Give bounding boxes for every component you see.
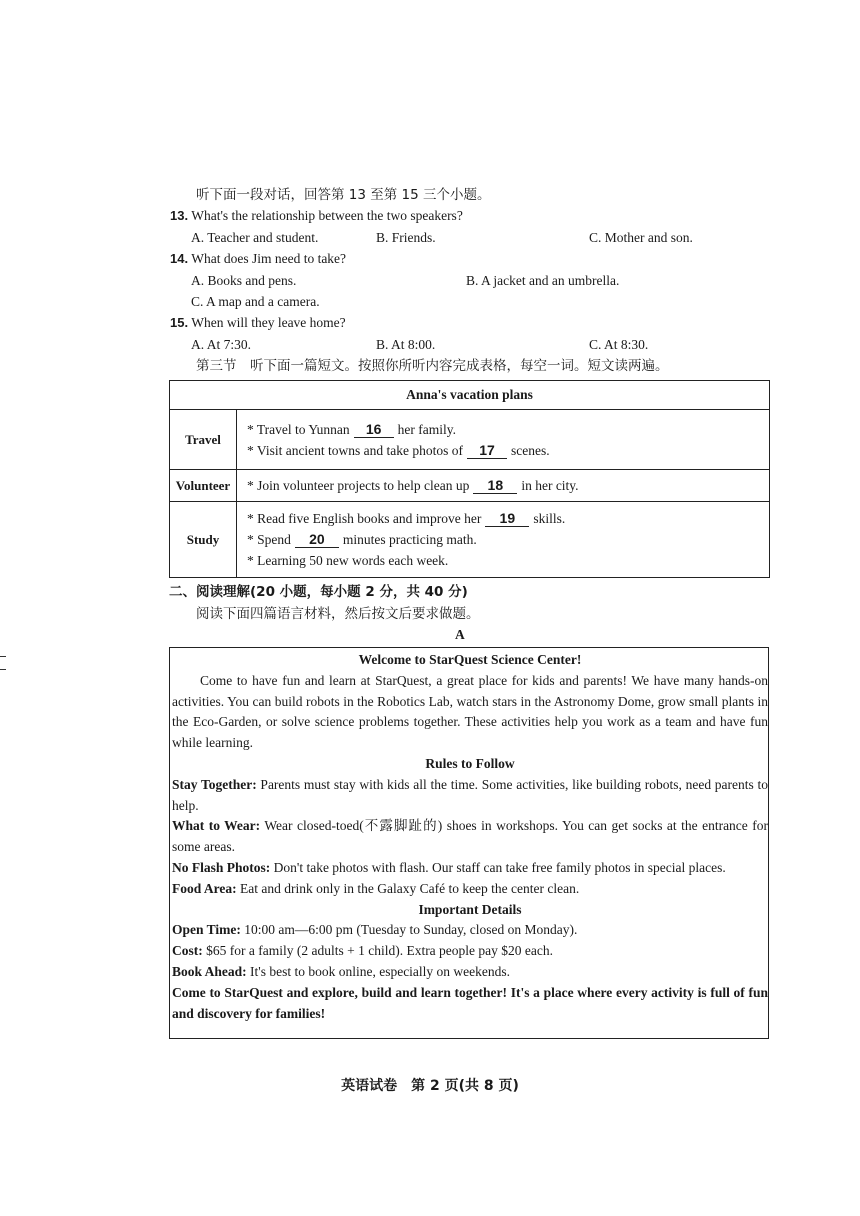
rules-heading: Rules to Follow bbox=[425, 755, 515, 771]
option-14c: C. A map and a camera. bbox=[191, 294, 320, 309]
rule-text: Wear closed-toed(不露脚趾的) shoes in workshops. You can get socks at the entrance for some areas. bbox=[172, 818, 768, 855]
travel-line2-text: * Visit ancient towns and take photos of bbox=[247, 442, 464, 458]
blank-19: 19 bbox=[485, 510, 529, 527]
reading-instruction: 阅读下面四篇语言材料，然后按文后要求做题。 bbox=[196, 606, 480, 622]
row-label-volunteer: Volunteer bbox=[170, 470, 237, 502]
detail-text: It's best to book online, especially on weekends. bbox=[246, 963, 511, 979]
listening-intro: 听下面一段对话，回答第 13 至第 15 三个小题。 bbox=[196, 187, 491, 203]
rule-stay-together bbox=[172, 775, 768, 817]
question-text: What's the relationship between the two speakers? bbox=[191, 208, 463, 223]
rule-label: Food Area: bbox=[172, 880, 237, 896]
travel-line1-end: her family. bbox=[397, 421, 456, 437]
rule-text: Parents must stay with kids all the time. Some activities, like building robots, need parents to help. bbox=[172, 776, 768, 813]
volunteer-line-end: in her city. bbox=[521, 478, 579, 493]
question-number: 13. bbox=[170, 208, 189, 223]
rule-what-to-wear bbox=[172, 816, 768, 858]
passage-closing: Come to StarQuest and explore, build and learn together! It's a place where every activity is full of fun and discovery for families! bbox=[172, 984, 768, 1021]
table-row-travel bbox=[170, 410, 770, 470]
row-label-travel: Travel bbox=[170, 410, 237, 470]
study-line3: * Learning 50 new words each week. bbox=[247, 553, 449, 568]
detail-book-ahead bbox=[172, 962, 768, 983]
rule-label: No Flash Photos: bbox=[172, 859, 271, 875]
rule-label: What to Wear: bbox=[172, 818, 261, 834]
rule-no-flash bbox=[172, 858, 768, 879]
reading-heading: 二、阅读理解(20 小题，每小题 2 分，共 40 分) bbox=[169, 584, 468, 600]
option-13c: C. Mother and son. bbox=[589, 230, 693, 245]
passage-title: Welcome to StarQuest Science Center! bbox=[358, 652, 582, 667]
travel-line2-end: scenes. bbox=[511, 442, 550, 458]
section3-instruction: 第三节 听下面一篇短文。按照你所听内容完成表格，每空一词。短文读两遍。 bbox=[196, 358, 669, 374]
travel-line1-text: * Travel to Yunnan bbox=[247, 421, 350, 437]
detail-label: Cost: bbox=[172, 943, 203, 959]
question-15 bbox=[170, 314, 346, 332]
question-text: What does Jim need to take? bbox=[191, 251, 347, 266]
detail-label: Open Time: bbox=[172, 922, 241, 938]
row-content-study bbox=[237, 502, 770, 578]
binding-mark bbox=[0, 656, 6, 670]
option-13a: A. Teacher and student. bbox=[191, 230, 319, 245]
blank-18: 18 bbox=[473, 477, 517, 494]
table-row-volunteer bbox=[170, 470, 770, 502]
row-label-study: Study bbox=[170, 502, 237, 578]
detail-text: 10:00 am—6:00 pm (Tuesday to Sunday, closed on Monday). bbox=[240, 922, 578, 938]
passage-letter: A bbox=[455, 627, 465, 642]
rule-text: Eat and drink only in the Galaxy Café to keep the center clean. bbox=[236, 880, 580, 896]
rule-label: Stay Together: bbox=[172, 776, 257, 792]
option-15a: A. At 7:30. bbox=[191, 337, 252, 352]
question-text: When will they leave home? bbox=[191, 315, 346, 330]
page-footer: 英语试卷 第 2 页(共 8 页) bbox=[341, 1078, 519, 1094]
detail-cost bbox=[172, 941, 768, 962]
study-line1-text: * Read five English books and improve her bbox=[247, 511, 482, 526]
option-14a: A. Books and pens. bbox=[191, 273, 297, 288]
rule-food-area bbox=[172, 879, 768, 900]
question-13 bbox=[170, 207, 463, 225]
option-13b: B. Friends. bbox=[376, 230, 436, 245]
row-content-travel bbox=[237, 410, 770, 470]
row-content-volunteer bbox=[237, 470, 770, 502]
question-number: 14. bbox=[170, 251, 189, 266]
question-14 bbox=[170, 250, 346, 268]
table-title: Anna's vacation plans bbox=[170, 381, 770, 410]
passage-intro: Come to have fun and learn at StarQuest, a great place for kids and parents! We have many hands-on activities. You can build robots in the Robotics Lab, watch stars in the Astronomy Dome, grow small plants in the Eco-Garden, or solve science problems together. These activities help you work as a team and have fun while learning. bbox=[172, 672, 768, 751]
option-14b: B. A jacket and an umbrella. bbox=[466, 273, 620, 288]
study-line1-end: skills. bbox=[533, 511, 566, 526]
study-line2-text: * Spend bbox=[247, 532, 291, 547]
question-number: 15. bbox=[170, 315, 189, 330]
blank-16: 16 bbox=[354, 421, 394, 438]
blank-20: 20 bbox=[295, 531, 339, 548]
vacation-plans-table bbox=[169, 380, 770, 578]
detail-label: Book Ahead: bbox=[172, 963, 247, 979]
rule-text: Don't take photos with flash. Our staff can take free family photos in special places. bbox=[270, 859, 726, 875]
volunteer-line-text: * Join volunteer projects to help clean up bbox=[247, 478, 470, 493]
details-heading: Important Details bbox=[418, 901, 522, 917]
option-15c: C. At 8:30. bbox=[589, 337, 649, 352]
passage-a-box bbox=[169, 647, 769, 1039]
detail-open-time bbox=[172, 920, 768, 941]
study-line2-end: minutes practicing math. bbox=[342, 532, 477, 547]
table-row-study bbox=[170, 502, 770, 578]
detail-text: $65 for a family (2 adults + 1 child). Extra people pay $20 each. bbox=[202, 943, 554, 959]
blank-17: 17 bbox=[467, 442, 507, 459]
option-15b: B. At 8:00. bbox=[376, 337, 436, 352]
